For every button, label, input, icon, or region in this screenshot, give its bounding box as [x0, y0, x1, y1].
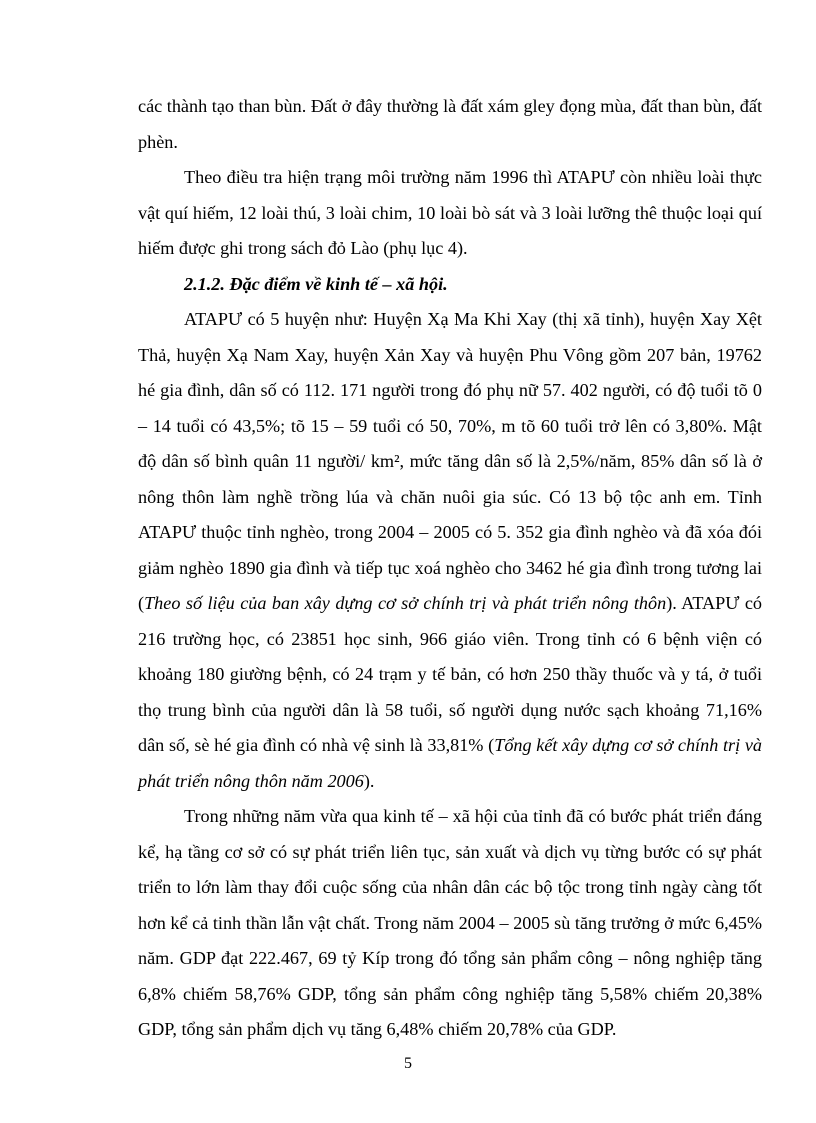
text-segment: Trong những năm vừa qua kinh tế – xã hội của tỉnh đã có bước phát triển đáng kể, hạ tầng cơ sở có sự phát triển liên tục, sản xuất và dịch vụ từng bước có sự phát triển to lớn làm thay đổi cuộc sống của nhân dân các bộ tộc trong tỉnh ngày càng tốt hơn kể cả tinh thần lẫn vật chất. Trong năm 2004 – 2005 sù tăng trưởng ở mức 6,45% năm. GDP đạt 222.467, 69 tỷ Kíp trong đó tổng sản phẩm công – nông nghiệp tăng 6,8% chiếm 58,76% GDP, tổng sản phẩm công nghiệp tăng 5,58% chiếm 20,38% GDP, tổng sản phẩm dịch vụ tăng 6,48% chiếm 20,78% của GDP. [138, 806, 762, 1039]
paragraph-soil-continuation [138, 89, 762, 160]
text-segment: ATAPƯ có 5 huyện như: Huyện Xạ Ma Khi Xay (thị xã tỉnh), huyện Xay Xệt Thả, huyện Xạ Nam Xay, huyện Xản Xay và huyện Phu Vông gồm 207 bản, 19762 hé gia đình, dân số có 112. 171 người trong đó phụ nữ 57. 402 người, có độ tuổi tõ 0 – 14 tuổi có 43,5%; tõ 15 – 59 tuổi có 50, 70%, m tõ 60 tuổi trở lên có 3,80%. Mật độ dân số bình quân 11 người/ km², mức tăng dân số là 2,5%/năm, 85% dân số là ở nông thôn làm nghề trồng lúa và chăn nuôi gia súc. Có 13 bộ tộc anh em. Tỉnh ATAPƯ thuộc tỉnh nghèo, trong 2004 – 2005 có 5. 352 gia đình nghèo và đã xóa đói giảm nghèo 1890 gia đình và tiếp tục xoá nghèo cho 3462 hé gia đình trong tương lai ( [138, 309, 762, 613]
paragraph-biodiversity [138, 160, 762, 267]
italic-citation: Theo số liệu của ban xây dựng cơ sở chính trị và phát triển nông thôn [144, 593, 667, 613]
text-segment: các thành tạo than bùn. Đất ở đây thường là đất xám gley đọng mùa, đất than bùn, đất phèn. [138, 96, 762, 152]
paragraph-population [138, 302, 762, 799]
text-segment: ). ATAPƯ có 216 trường học, có 23851 học sinh, 966 giáo viên. Trong tỉnh có 6 bệnh viện có khoảng 180 giường bệnh, có 24 trạm y tế bản, có hơn 250 thầy thuốc và y tá, ở tuổi thọ trung bình của người dân là 58 tuổi, số người dụng nước sạch khoảng 71,16% dân số, sè hé gia đình có nhà vệ sinh là 33,81% ( [138, 593, 762, 755]
italic-citation: Tổng kết xây dựng cơ sở chính trị và phát triển nông thôn năm 2006 [138, 735, 763, 791]
section-heading [138, 267, 762, 303]
paragraph-economy [138, 799, 762, 1048]
text-segment: ). [363, 770, 375, 791]
text-segment: Theo điều tra hiện trạng môi trường năm 1996 thì ATAPƯ còn nhiều loài thực vật quí hiếm, 12 loài thú, 3 loài chim, 10 loài bò sát và 3 loài lưỡng thê thuộc loại quí hiếm được ghi trong sách đỏ Lào (phụ lục 4). [138, 167, 762, 258]
text-segment: 2.1.2. Đặc điểm về kinh tế – xã hội. [184, 273, 448, 294]
page-number: 5 [404, 1055, 412, 1072]
body-text [138, 89, 762, 1048]
